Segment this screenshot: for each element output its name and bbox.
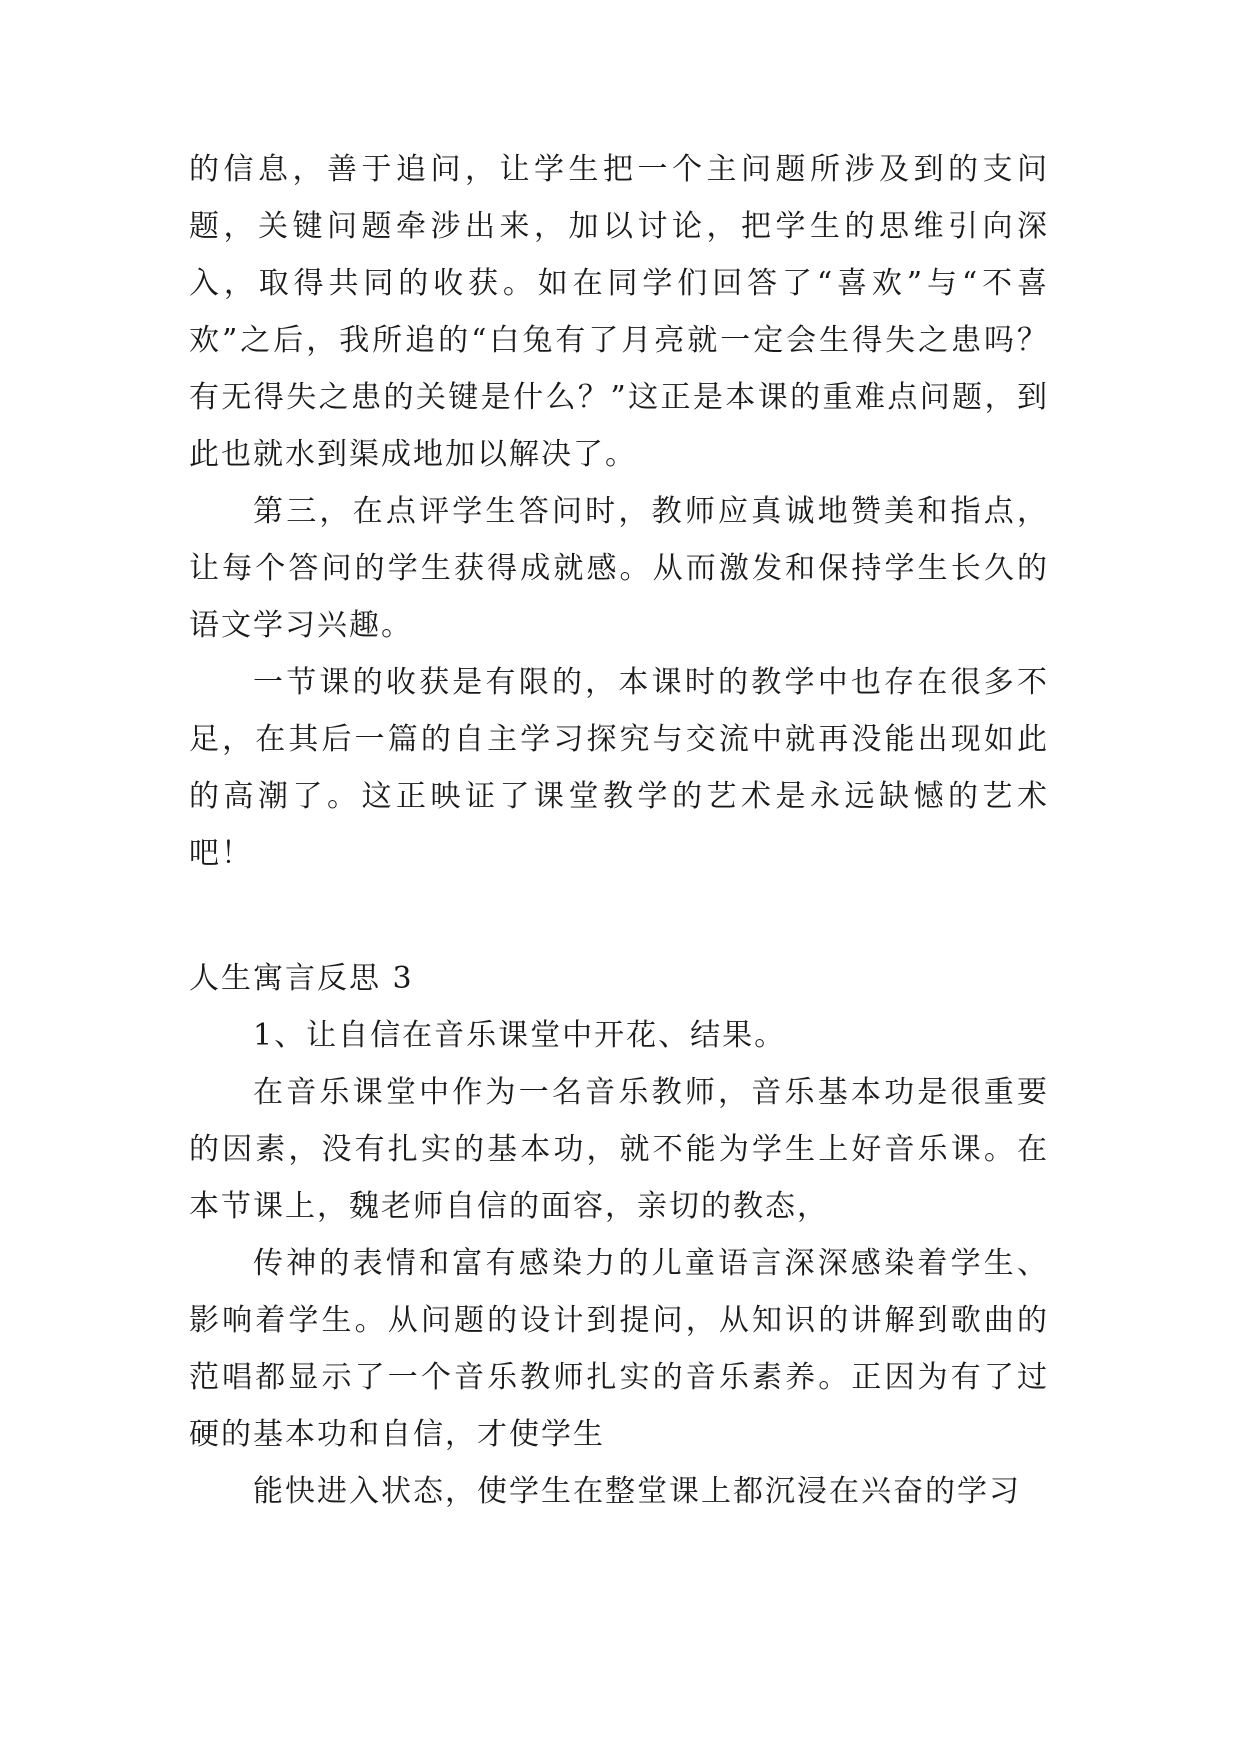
document-body — [189, 141, 1049, 1520]
paragraph-state: 能快进入状态，使学生在整堂课上都沉浸在兴奋的学习 — [253, 1474, 1021, 1509]
section-gap — [189, 882, 1049, 950]
section-heading: 人生寓言反思 3 — [189, 961, 414, 996]
paragraph-point-one: 1、让自信在音乐课堂中开花、结果。 — [253, 1018, 787, 1053]
paragraph-basic-skills: 在音乐课堂中作为一名音乐教师，音乐基本功是很重要的因素，没有扎实的基本功，就不能为学生上好音乐课。在本节课上，魏老师自信的面容，亲切的教态， — [189, 1075, 1049, 1224]
paragraph-conclusion: 一节课的收获是有限的，本课时的教学中也存在很多不足，在其后一篇的自主学习探究与交流中就再没能出现如此的高潮了。这正映证了课堂教学的艺术是永远缺憾的艺术吧！ — [189, 665, 1049, 871]
paragraph-third-point: 第三，在点评学生答问时，教师应真诚地赞美和指点，让每个答问的学生获得成就感。从而激发和保持学生长久的语文学习兴趣。 — [189, 494, 1049, 643]
paragraph-continued: 的信息，善于追问，让学生把一个主问题所涉及到的支问题，关键问题牵涉出来，加以讨论，把学生的思维引向深入，取得共同的收获。如在同学们回答了“喜欢”与“不喜欢”之后，我所追的“白兔有了月亮就一定会生得失之患吗？有无得失之患的关键是什么？”这正是本课的重难点问题，到此也就水到渠成地加以解决了。 — [189, 152, 1049, 472]
paragraph-expression: 传神的表情和富有感染力的儿童语言深深感染着学生、影响着学生。从问题的设计到提问，从知识的讲解到歌曲的范唱都显示了一个音乐教师扎实的音乐素养。正因为有了过硬的基本功和自信，才使学生 — [189, 1246, 1049, 1452]
